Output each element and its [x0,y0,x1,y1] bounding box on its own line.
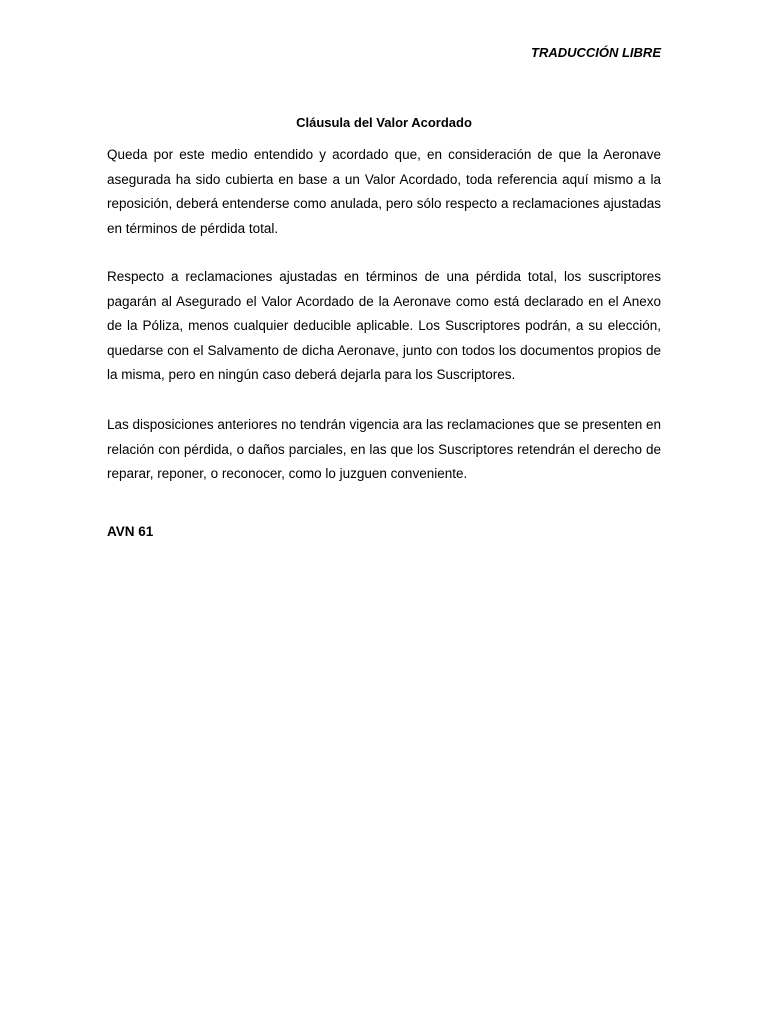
clause-code: AVN 61 [107,524,154,539]
paragraph-1: Queda por este medio entendido y acordado que, en consideración de que la Aeronave asegurada ha sido cubierta en base a un Valor Acordado, toda referencia aquí mismo a la reposición, deberá entenderse como anulada, pero sólo respecto a reclamaciones ajustadas en términos de pérdida total. [107,147,661,236]
paragraph-3: Las disposiciones anteriores no tendrán vigencia ara las reclamaciones que se presenten en relación con pérdida, o daños parciales, en las que los Suscriptores retendrán el derecho de reparar, reponer, o reconocer, como lo juzguen conveniente. [107,417,661,481]
paragraph-2: Respecto a reclamaciones ajustadas en términos de una pérdida total, los suscriptores pagarán al Asegurado el Valor Acordado de la Aeronave como está declarado en el Anexo de la Póliza, menos cualquier deducible aplicable. Los Suscriptores podrán, a su elección, quedarse con el Salvamento de dicha Aeronave, junto con todos los documentos propios de la misma, pero en ningún caso deberá dejarla para los Suscriptores. [107,269,661,382]
header-note: TRADUCCIÓN LIBRE [531,45,661,60]
document-title: Cláusula del Valor Acordado [296,115,472,130]
